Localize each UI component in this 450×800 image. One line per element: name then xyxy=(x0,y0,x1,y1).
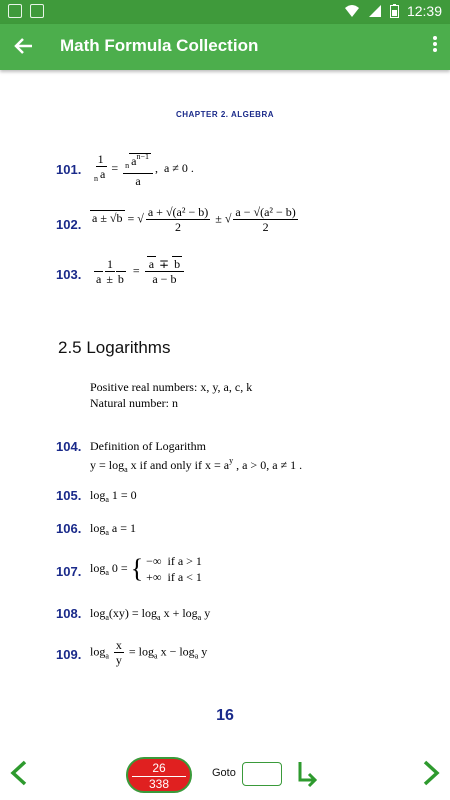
formula-number: 102. xyxy=(56,217,82,232)
page-number: 16 xyxy=(216,707,234,724)
keyboard-notification-icon xyxy=(30,4,44,18)
overflow-menu-icon[interactable] xyxy=(430,34,440,60)
formula-103: $\frac{1}{a \pm b}$ = $\frac{a \mp b}{a - b}$ xyxy=(90,257,186,286)
formula-109: $\log_a$ $\frac{x}{y}$ = $\log_a x - \log_a y$ xyxy=(90,638,208,667)
goto-arrow-icon[interactable] xyxy=(296,760,320,788)
formula-106: $\log_a a = 1$ xyxy=(90,521,136,537)
status-right xyxy=(344,3,442,19)
formula-105: $\log_a 1 = 0$ xyxy=(90,488,137,504)
formula-number: 108. xyxy=(56,606,82,621)
formula-number: 109. xyxy=(56,647,82,662)
goto-page-input[interactable] xyxy=(242,762,282,786)
next-page-chevron-icon[interactable] xyxy=(420,760,442,786)
goto-label: Goto xyxy=(212,767,236,779)
notification-icons xyxy=(8,4,44,18)
status-bar xyxy=(0,0,450,24)
variables-line: Natural number: n xyxy=(90,396,178,410)
formula-number: 103. xyxy=(56,267,82,282)
formula-page xyxy=(0,70,450,742)
formula-104: $y = \log_a x$ if and only if $x = a^y$ , a > 0, a ≠ 1 . xyxy=(90,456,303,474)
chapter-heading: CHAPTER 2. ALGEBRA xyxy=(175,110,275,119)
app-title: Math Formula Collection xyxy=(60,36,259,55)
wifi-icon xyxy=(344,4,360,18)
signal-icon xyxy=(368,4,382,18)
app-bar xyxy=(0,24,450,70)
current-page: 26 xyxy=(152,761,166,775)
variables-line: Positive real numbers: x, y, a, c, k xyxy=(90,380,253,394)
bottom-nav-bar xyxy=(0,742,450,800)
formula-number: 105. xyxy=(56,488,82,503)
previous-page-chevron-icon[interactable] xyxy=(8,760,30,786)
total-pages: 338 xyxy=(148,777,170,791)
image-notification-icon xyxy=(8,4,22,18)
formula-104-title: Definition of Logarithm xyxy=(90,439,206,453)
section-title: 2.5 Logarithms xyxy=(58,338,171,357)
back-arrow-icon[interactable] xyxy=(12,34,38,60)
formula-number: 104. xyxy=(56,439,82,454)
formula-107: $\log_a 0$ = { −∞ if a > 1 +∞ if a < 1 xyxy=(90,554,202,584)
formula-number: 101. xyxy=(56,162,82,177)
formula-101: $\frac{1}{_n a}$ = $\frac{_n a^{n-1}}{a}$ , a ≠ 0 . xyxy=(94,152,194,188)
formula-number: 107. xyxy=(56,564,82,579)
page-counter xyxy=(126,757,192,793)
formula-number: 106. xyxy=(56,521,82,536)
formula-108: $\log_a(xy) = \log_a x + \log_a y$ xyxy=(90,606,211,622)
clock: 12:39 xyxy=(406,3,442,19)
formula-102: a ± √b = √ $\frac{\text{a + √(a² − b)}}{2}$ ± √ $\frac{\text{a − √(a² − b)}}{2}$ xyxy=(92,205,296,234)
battery-icon xyxy=(390,4,399,18)
